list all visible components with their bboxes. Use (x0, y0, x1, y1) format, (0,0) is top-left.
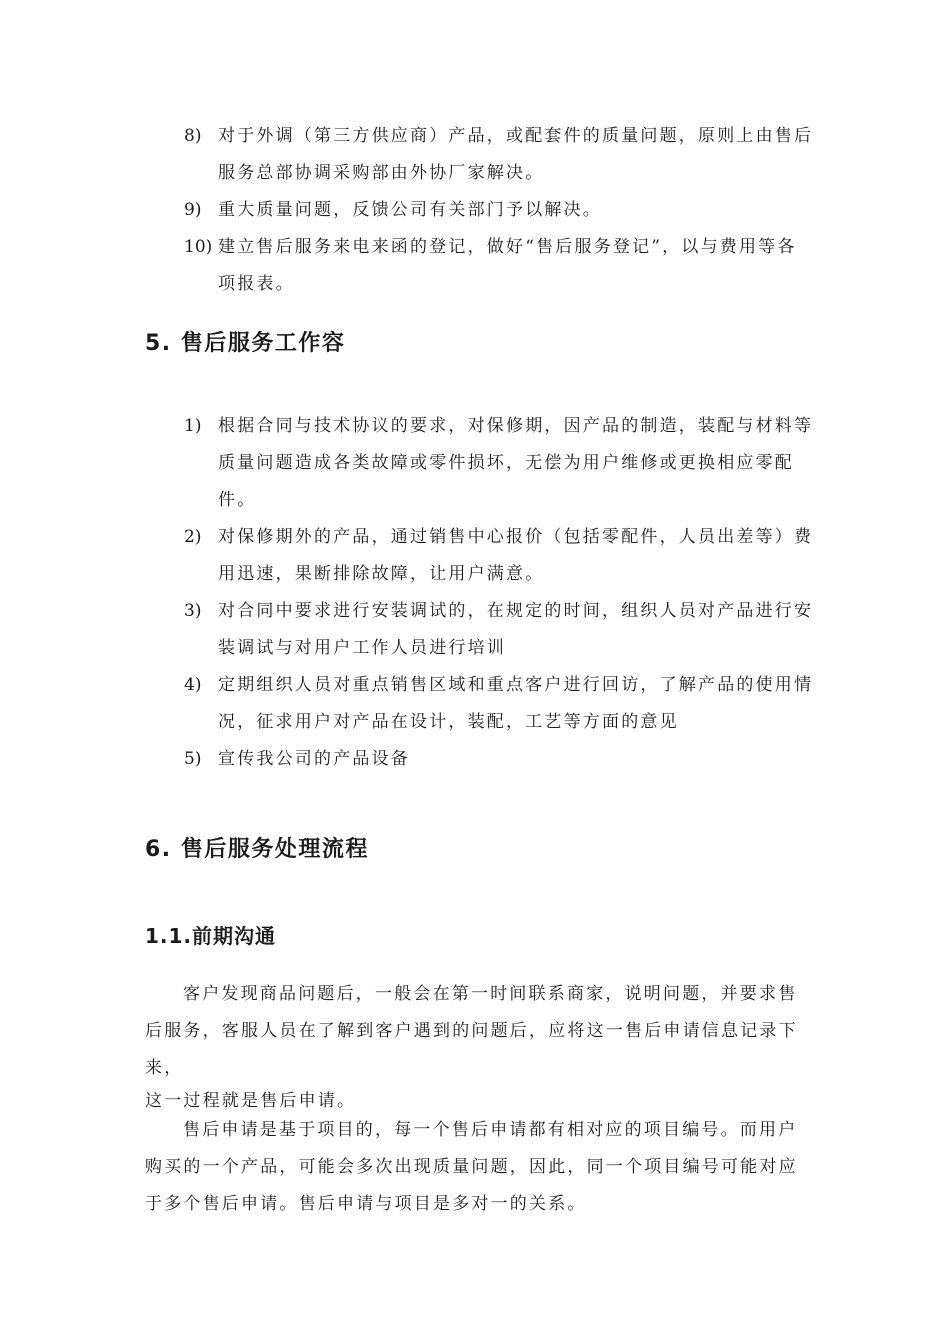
list-item-number: 4) (184, 675, 202, 695)
section-6-heading: 6. 售后服务处理流程 (145, 837, 369, 862)
paragraph-line: 这一过程就是售后申请。 (145, 1091, 357, 1111)
list-item-number: 1) (184, 416, 202, 436)
list-items-8-10 (184, 118, 814, 303)
list-item (184, 408, 814, 519)
list-item-number: 8) (184, 126, 202, 146)
list-item (184, 118, 814, 192)
paragraph-line: 于多个售后申请。售后申请与项目是多对一的关系。 (145, 1194, 587, 1214)
paragraph-1 (145, 976, 810, 1115)
list-item-text: 建立售后服务来电来函的登记，做好“售后服务登记”，以与费用等各项报表。 (218, 237, 797, 294)
subsection-heading: 1.1.前期沟通 (145, 924, 277, 948)
list-item-text: 对于外调（第三方供应商）产品，或配套件的质量问题，原则上由售后服务总部协调采购部由外协厂家解决。 (218, 126, 814, 183)
list-item (184, 593, 814, 667)
list-item-number: 5) (184, 749, 202, 769)
list-item-number: 10) (184, 237, 213, 257)
list-item (184, 229, 814, 303)
list-item (184, 741, 814, 778)
list-item-text: 定期组织人员对重点销售区域和重点客户进行回访，了解产品的使用情况，征求用户对产品在设计，装配，工艺等方面的意见 (218, 675, 814, 732)
list-item (184, 519, 814, 593)
paragraph-2 (145, 1112, 810, 1223)
section-5-heading: 5. 售后服务工作容 (145, 331, 346, 356)
paragraph-line: 购买的一个产品，可能会多次出现质量问题，因此，同一个项目编号可能对应 (145, 1157, 798, 1177)
paragraph-line: 后服务，客服人员在了解到客户遇到的问题后，应将这一售后申请信息记录下 (145, 1021, 798, 1041)
list-item-number: 2) (184, 527, 202, 547)
list-item-number: 9) (184, 200, 202, 220)
list-item-text: 根据合同与技术协议的要求，对保修期，因产品的制造，装配与材料等质量问题造成各类故障或零件损坏，无偿为用户维修或更换相应零配件。 (218, 416, 814, 510)
list-item-text: 对合同中要求进行安装调试的，在规定的时间，组织人员对产品进行安装调试与对用户工作人员进行培训 (218, 601, 814, 658)
paragraph-line: 售后申请是基于项目的，每一个售后申请都有相对应的项目编号。而用户 (183, 1120, 798, 1140)
list-item-text: 宣传我公司的产品设备 (218, 749, 410, 769)
section-5-list (184, 408, 814, 778)
list-item (184, 667, 814, 741)
paragraph-line: 来， (145, 1058, 184, 1078)
paragraph-line: 客户发现商品问题后，一般会在第一时间联系商家，说明问题，并要求售 (183, 984, 798, 1004)
list-item (184, 192, 814, 229)
list-item-number: 3) (184, 601, 202, 621)
list-item-text: 重大质量问题，反馈公司有关部门予以解决。 (218, 200, 602, 220)
list-item-text: 对保修期外的产品，通过销售中心报价（包括零配件，人员出差等）费用迅速，果断排除故障，让用户满意。 (218, 527, 814, 584)
